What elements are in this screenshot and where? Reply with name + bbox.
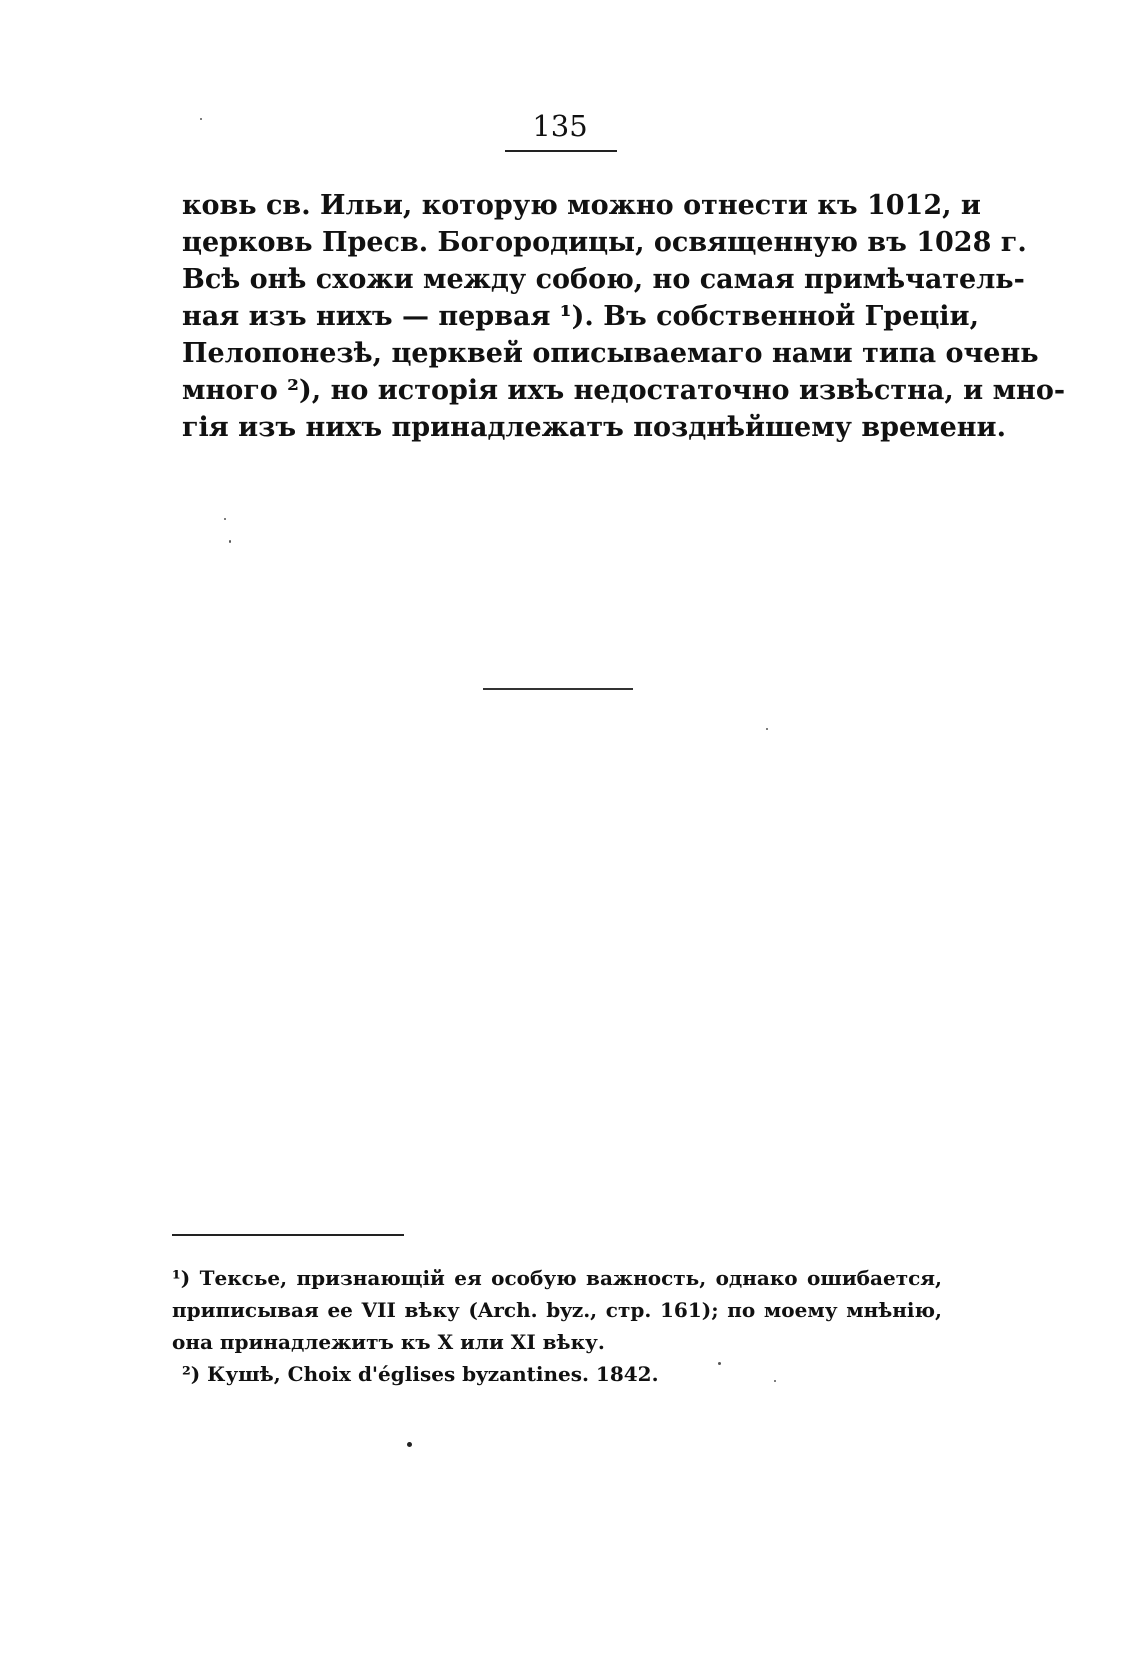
footnote-line: приписывая ее VII вѣку (Arch. byz., стр. 161); по моему мнѣнію,	[172, 1298, 942, 1322]
scan-speck	[774, 1380, 776, 1382]
page-number-rule	[505, 150, 617, 152]
body-line: гія изъ нихъ принадлежатъ позднѣйшему времени.	[182, 412, 1006, 443]
footnote-rule	[172, 1234, 404, 1236]
footnotes	[172, 1262, 942, 1390]
scan-speck	[718, 1362, 721, 1365]
scan-speck	[229, 540, 231, 543]
page-number: 135	[532, 109, 588, 143]
scan-speck	[224, 518, 226, 520]
scan-speck	[407, 1442, 412, 1447]
body-line: церковь Пресв. Богородицы, освященную въ 1028 г.	[182, 227, 1027, 258]
footnote-line: ²) Кушѣ, Choix d'églises byzantines. 1842.	[182, 1362, 659, 1386]
body-line: Пелопонезѣ, церквей описываемаго нами типа очень	[182, 338, 1039, 369]
scan-speck	[766, 728, 768, 730]
body-line: ная изъ нихъ — первая ¹). Въ собственной Греціи,	[182, 301, 979, 332]
body-text	[182, 187, 1066, 446]
body-line: ковь св. Ильи, которую можно отнести къ 1012, и	[182, 190, 981, 221]
section-end-rule	[483, 688, 633, 690]
scan-speck	[200, 118, 202, 120]
footnote-line: она принадлежитъ къ X или XI вѣку.	[172, 1330, 605, 1354]
footnote-line: ¹) Тексье, признающій ея особую важность, однако ошибается,	[172, 1266, 942, 1290]
body-line: много ²), но исторія ихъ недостаточно извѣстна, и мно-	[182, 375, 1066, 406]
body-line: Всѣ онѣ схожи между собою, но самая примѣчатель-	[182, 264, 1025, 295]
